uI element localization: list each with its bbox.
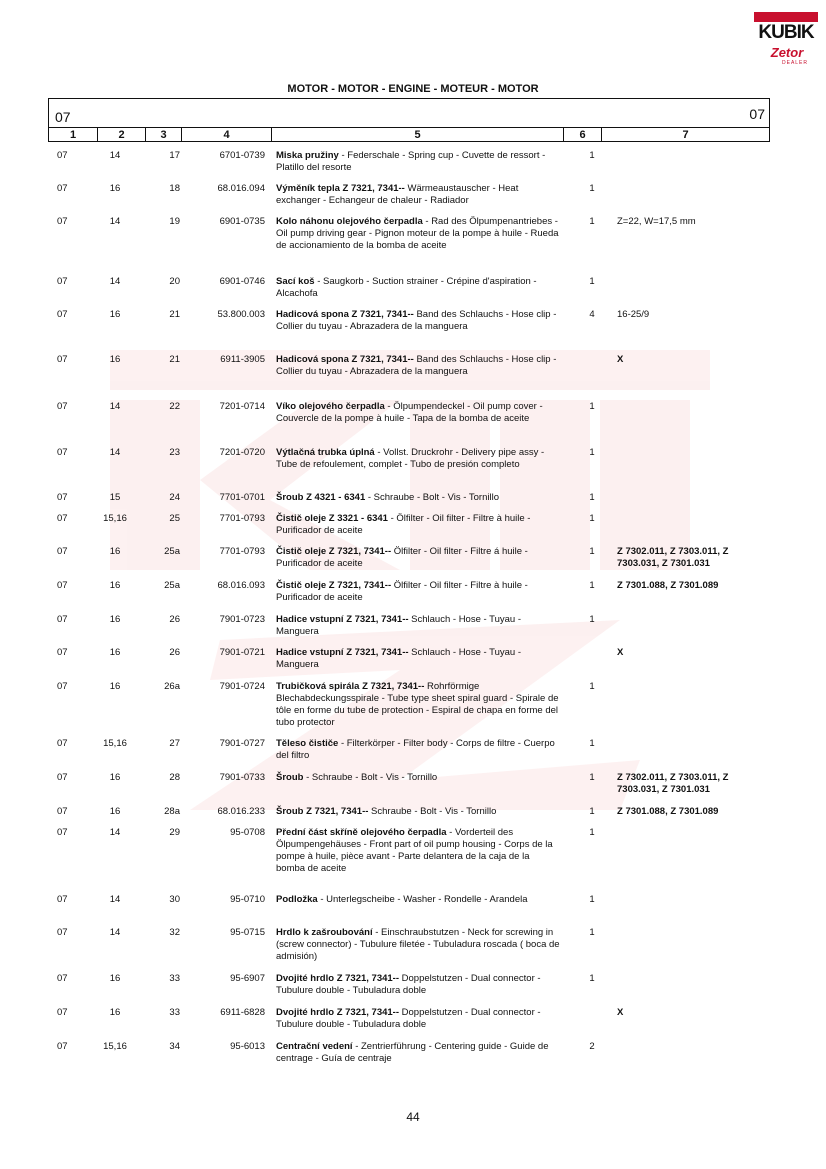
- column-header: 5: [271, 128, 563, 142]
- part-name: Kolo náhonu olejového čerpadla: [276, 216, 423, 227]
- group-code-left: 07: [55, 109, 71, 125]
- group-cell: 07: [57, 401, 68, 412]
- quantity-cell: 1: [589, 183, 595, 194]
- part-number-cell: 7901-0723: [219, 614, 265, 625]
- position-cell: 33: [169, 1007, 180, 1018]
- part-description: Doppelstutzen - Dual connector - Tubulure double - Tubuladura doble: [276, 973, 541, 996]
- position-cell: 20: [169, 276, 180, 287]
- position-cell: 22: [169, 401, 180, 412]
- position-cell: 25: [169, 513, 180, 524]
- part-name: Hadicová spona Z 7321, 7341--: [276, 354, 414, 365]
- note-cell: 16-25/9: [617, 309, 650, 320]
- part-number-cell: 6911-6828: [220, 1007, 265, 1018]
- figure-cell: 14: [109, 216, 121, 227]
- position-cell: 26: [169, 647, 180, 658]
- figure-cell: 16: [109, 354, 121, 365]
- position-cell: 34: [169, 1041, 180, 1052]
- part-number-cell: 95-0715: [230, 927, 265, 938]
- part-name: Přední část skříně olejového čerpadla: [276, 827, 447, 838]
- figure-cell: 16: [109, 806, 121, 817]
- part-name: Podložka: [276, 894, 318, 905]
- figure-cell: 15,16: [103, 513, 127, 524]
- description-cell: [276, 973, 560, 997]
- quantity-cell: 1: [589, 806, 595, 817]
- part-description: Band des Schlauchs - Hose clip - Collier du tuyau - Abrazadera de la manguera: [276, 309, 557, 332]
- description-cell: [276, 827, 560, 875]
- position-cell: 17: [169, 150, 180, 161]
- part-number-cell: 95-6907: [230, 973, 265, 984]
- note-cell: X: [617, 354, 624, 365]
- page-number: 44: [406, 1110, 420, 1124]
- part-description: - Unterlegscheibe - Washer - Rondelle - Arandela: [317, 894, 528, 905]
- part-name: Čistič oleje Z 3321 - 6341: [276, 513, 388, 524]
- part-description: - Vollst. Druckrohr - Delivery pipe assy - Tube de refoulement, complet - Tubo de presión completo: [276, 447, 545, 470]
- figure-cell: 16: [109, 183, 121, 194]
- part-number-cell: 6701-0739: [219, 150, 265, 161]
- group-cell: 07: [57, 1041, 68, 1052]
- group-code-right: 07: [749, 106, 765, 122]
- description-cell: [276, 354, 560, 378]
- position-cell: 23: [169, 447, 180, 458]
- description-cell: [276, 183, 560, 207]
- description-cell: [276, 447, 560, 471]
- part-description: Schraube - Bolt - Vis - Tornillo: [368, 806, 497, 817]
- position-cell: 28a: [164, 806, 180, 817]
- part-name: Dvojité hrdlo Z 7321, 7341--: [276, 973, 400, 984]
- group-cell: 07: [57, 1007, 68, 1018]
- column-header: 7: [601, 128, 769, 142]
- position-cell: 32: [169, 927, 180, 938]
- group-cell: 07: [57, 647, 68, 658]
- part-name: Trubičková spirála Z 7321, 7341--: [276, 681, 425, 692]
- note-cell: Z=22, W=17,5 mm: [617, 216, 696, 227]
- part-description: - Saugkorb - Suction strainer - Crépine d'aspiration - Alcachofa: [276, 276, 537, 299]
- part-description: Rohrförmige Blechabdeckungsspirale - Tube type sheet spiral guard - Spirale de tôle en forme du tube de protection - Espiral de chapa en forme del tubo protector: [276, 681, 559, 728]
- figure-cell: 16: [109, 772, 121, 783]
- part-number-cell: 7901-0727: [219, 738, 265, 749]
- quantity-cell: 4: [589, 309, 595, 320]
- description-cell: [276, 580, 560, 604]
- group-cell: 07: [57, 546, 68, 557]
- part-description: - Federschale - Spring cup - Cuvette de ressort - Platillo del resorte: [276, 150, 546, 173]
- note-cell: Z 7301.088, Z 7301.089: [617, 806, 719, 817]
- quantity-cell: 1: [589, 973, 595, 984]
- quantity-cell: 1: [589, 216, 595, 227]
- figure-cell: 16: [109, 1007, 121, 1018]
- description-cell: [276, 681, 560, 729]
- quantity-cell: 1: [589, 738, 595, 749]
- note-cell: Z 7302.011, Z 7303.011, Z 7303.031, Z 7301.031: [617, 772, 729, 795]
- part-name: Centrační vedení: [276, 1041, 353, 1052]
- quantity-cell: 1: [589, 492, 595, 503]
- quantity-cell: 1: [589, 894, 595, 905]
- figure-cell: 16: [109, 973, 121, 984]
- figure-cell: 15: [109, 492, 121, 503]
- part-description: - Rad des Ölpumpenantriebes - Oil pump driving gear - Pignon moteur de la pompe à huile - Rueda de accionamiento de la bomba de aceite: [276, 216, 559, 251]
- group-cell: 07: [57, 354, 68, 365]
- logo-dealer: DEALER: [782, 60, 809, 66]
- quantity-cell: 1: [589, 546, 595, 557]
- part-description: Band des Schlauchs - Hose clip - Collier du tuyau - Abrazadera de la manguera: [276, 354, 557, 377]
- column-header: 4: [181, 128, 271, 142]
- group-cell: 07: [57, 738, 68, 749]
- figure-cell: 16: [109, 546, 121, 557]
- figure-cell: 16: [109, 681, 121, 692]
- part-number-cell: 6901-0735: [219, 216, 265, 227]
- quantity-cell: 1: [589, 150, 595, 161]
- figure-cell: 14: [109, 894, 121, 905]
- group-cell: 07: [57, 513, 68, 524]
- group-cell: 07: [57, 447, 68, 458]
- description-cell: [276, 806, 560, 818]
- description-cell: [276, 1041, 560, 1065]
- group-cell: 07: [57, 973, 68, 984]
- figure-cell: 16: [109, 614, 121, 625]
- figure-cell: 14: [109, 401, 121, 412]
- part-description: Schlauch - Hose - Tuyau - Manguera: [276, 647, 521, 670]
- quantity-cell: 1: [589, 276, 595, 287]
- description-cell: [276, 614, 560, 638]
- quantity-cell: 1: [589, 513, 595, 524]
- group-cell: 07: [57, 492, 68, 503]
- description-cell: [276, 738, 560, 762]
- group-cell: 07: [57, 183, 68, 194]
- part-description: - Filterkörper - Filter body - Corps de filtre - Cuerpo del filtro: [276, 738, 555, 761]
- group-cell: 07: [57, 681, 68, 692]
- description-cell: [276, 309, 560, 333]
- position-cell: 19: [169, 216, 180, 227]
- description-cell: [276, 772, 560, 784]
- group-cell: 07: [57, 806, 68, 817]
- description-cell: [276, 401, 560, 425]
- position-cell: 33: [169, 973, 180, 984]
- part-number-cell: 68.016.233: [217, 806, 265, 817]
- part-name: Těleso čističe: [276, 738, 339, 749]
- part-description: Ölfilter - Oil filter - Filtre á huile - Purificador de aceite: [276, 546, 528, 569]
- logo-brand: KUBIK: [758, 22, 814, 43]
- description-cell: [276, 492, 560, 504]
- group-cell: 07: [57, 614, 68, 625]
- part-number-cell: 7201-0714: [219, 401, 265, 412]
- description-cell: [276, 546, 560, 570]
- figure-cell: 16: [109, 647, 121, 658]
- position-cell: 26: [169, 614, 180, 625]
- position-cell: 25a: [164, 546, 180, 557]
- page-title: MOTOR - MOTOR - ENGINE - MOTEUR - MOTOR: [287, 83, 539, 95]
- description-cell: [276, 927, 560, 963]
- part-name: Hrdlo k zašroubování: [276, 927, 373, 938]
- logo-red-bar: [754, 12, 818, 22]
- description-cell: [276, 276, 560, 300]
- part-number-cell: 7901-0724: [219, 681, 265, 692]
- quantity-cell: 1: [589, 447, 595, 458]
- group-cell: 07: [57, 276, 68, 287]
- part-number-cell: 6911-3905: [220, 354, 265, 365]
- part-name: Šroub: [276, 772, 304, 783]
- part-name: Čistič oleje Z 7321, 7341--: [276, 580, 392, 591]
- part-number-cell: 68.016.094: [217, 183, 265, 194]
- description-cell: [276, 647, 560, 671]
- figure-cell: 14: [109, 927, 121, 938]
- part-number-cell: 7901-0721: [219, 647, 265, 658]
- logo-zetor: Zetor: [770, 45, 804, 60]
- part-description: - Zentrierführung - Centering guide - Guide de centrage - Guía de centraje: [276, 1041, 549, 1064]
- part-description: - Ölpumpendeckel - Oil pump cover - Couvercle de la pompe à huile - Tapa de la bomba de aceite: [276, 401, 543, 424]
- quantity-cell: 2: [589, 1041, 595, 1052]
- quantity-cell: 1: [589, 580, 595, 591]
- figure-cell: 14: [109, 276, 121, 287]
- position-cell: 21: [169, 309, 180, 320]
- group-cell: 07: [57, 894, 68, 905]
- part-number-cell: 95-6013: [230, 1041, 265, 1052]
- part-number-cell: 68.016.093: [217, 580, 265, 591]
- part-number-cell: 53.800.003: [217, 309, 265, 320]
- part-description: - Schraube - Bolt - Vis - Tornillo: [303, 772, 438, 783]
- part-description: Schlauch - Hose - Tuyau - Manguera: [276, 614, 521, 637]
- description-cell: [276, 513, 560, 537]
- quantity-cell: 1: [589, 827, 595, 838]
- group-cell: 07: [57, 927, 68, 938]
- group-cell: 07: [57, 309, 68, 320]
- quantity-cell: 1: [589, 681, 595, 692]
- group-cell: 07: [57, 772, 68, 783]
- column-header: 1: [69, 129, 77, 141]
- position-cell: 24: [169, 492, 180, 503]
- figure-cell: 14: [109, 447, 121, 458]
- part-number-cell: 95-0710: [230, 894, 265, 905]
- position-cell: 26a: [164, 681, 180, 692]
- position-cell: 25a: [164, 580, 180, 591]
- part-name: Čistič oleje Z 7321, 7341--: [276, 546, 392, 557]
- column-header: 3: [145, 128, 181, 142]
- figure-cell: 16: [109, 309, 121, 320]
- part-number-cell: 7701-0701: [219, 492, 265, 503]
- figure-cell: 14: [109, 150, 121, 161]
- part-description: - Ölfilter - Oil filter - Filtre à huile - Purificador de aceite: [276, 513, 531, 536]
- position-cell: 29: [169, 827, 180, 838]
- part-name: Hadice vstupní Z 7321, 7341--: [276, 614, 409, 625]
- part-number-cell: 6901-0746: [219, 276, 265, 287]
- part-description: Ölfilter - Oil filter - Filtre à huile - Purificador de aceite: [276, 580, 528, 603]
- quantity-cell: 1: [589, 614, 595, 625]
- part-name: Šroub Z 4321 - 6341: [276, 492, 366, 503]
- figure-cell: 15,16: [103, 1041, 127, 1052]
- part-number-cell: 7701-0793: [219, 513, 265, 524]
- part-description: - Einschraubstutzen - Neck for screwing in (screw connector) - Tubulure filetée - Tubuladura roscada ( boca de admisión): [276, 927, 560, 962]
- description-cell: [276, 894, 560, 906]
- note-cell: X: [617, 647, 624, 658]
- part-description: - Vorderteil des Ölpumpengehäuses - Front part of oil pump housing - Corps de la pompe à huile, pièce avant - Parte delantera de la caja de la bomba de aceite: [276, 827, 553, 874]
- part-description: Doppelstutzen - Dual connector - Tubulure double - Tubuladura doble: [276, 1007, 541, 1030]
- part-number-cell: 95-0708: [230, 827, 265, 838]
- figure-cell: 14: [109, 827, 121, 838]
- note-cell: X: [617, 1007, 624, 1018]
- part-number-cell: 7201-0720: [219, 447, 265, 458]
- description-cell: [276, 1007, 560, 1031]
- part-number-cell: 7901-0733: [219, 772, 265, 783]
- figure-cell: 15,16: [103, 738, 127, 749]
- position-cell: 28: [169, 772, 180, 783]
- part-description: - Schraube - Bolt - Vis - Tornillo: [365, 492, 499, 503]
- description-cell: [276, 150, 560, 174]
- position-cell: 30: [169, 894, 180, 905]
- part-name: Dvojité hrdlo Z 7321, 7341--: [276, 1007, 400, 1018]
- kubik-zetor-logo: [754, 12, 818, 68]
- table-header-frame: [48, 98, 770, 142]
- note-cell: Z 7301.088, Z 7301.089: [617, 580, 719, 591]
- description-cell: [276, 216, 560, 252]
- group-cell: 07: [57, 150, 68, 161]
- figure-cell: 16: [109, 580, 121, 591]
- group-cell: 07: [57, 580, 68, 591]
- part-name: Výměník tepla Z 7321, 7341--: [276, 183, 405, 194]
- part-description: Wärmeaustauscher - Heat exchanger - Echangeur de chaleur - Radiador: [276, 183, 519, 206]
- column-header: 2: [97, 128, 145, 142]
- quantity-cell: 1: [589, 927, 595, 938]
- position-cell: 27: [169, 738, 180, 749]
- part-name: Víko olejového čerpadla: [276, 401, 385, 412]
- quantity-cell: 1: [589, 401, 595, 412]
- part-number-cell: 7701-0793: [219, 546, 265, 557]
- position-cell: 21: [169, 354, 180, 365]
- quantity-cell: 1: [589, 772, 595, 783]
- part-name: Výtlačná trubka úplná: [276, 447, 375, 458]
- part-name: Hadice vstupní Z 7321, 7341--: [276, 647, 409, 658]
- group-cell: 07: [57, 827, 68, 838]
- part-name: Sací koš: [276, 276, 315, 287]
- group-cell: 07: [57, 216, 68, 227]
- part-name: Hadicová spona Z 7321, 7341--: [276, 309, 414, 320]
- part-name: Šroub Z 7321, 7341--: [276, 806, 369, 817]
- part-name: Miska pružiny: [276, 150, 339, 161]
- note-cell: Z 7302.011, Z 7303.011, Z 7303.031, Z 7301.031: [617, 546, 729, 569]
- column-header: 6: [563, 128, 601, 142]
- position-cell: 18: [169, 183, 180, 194]
